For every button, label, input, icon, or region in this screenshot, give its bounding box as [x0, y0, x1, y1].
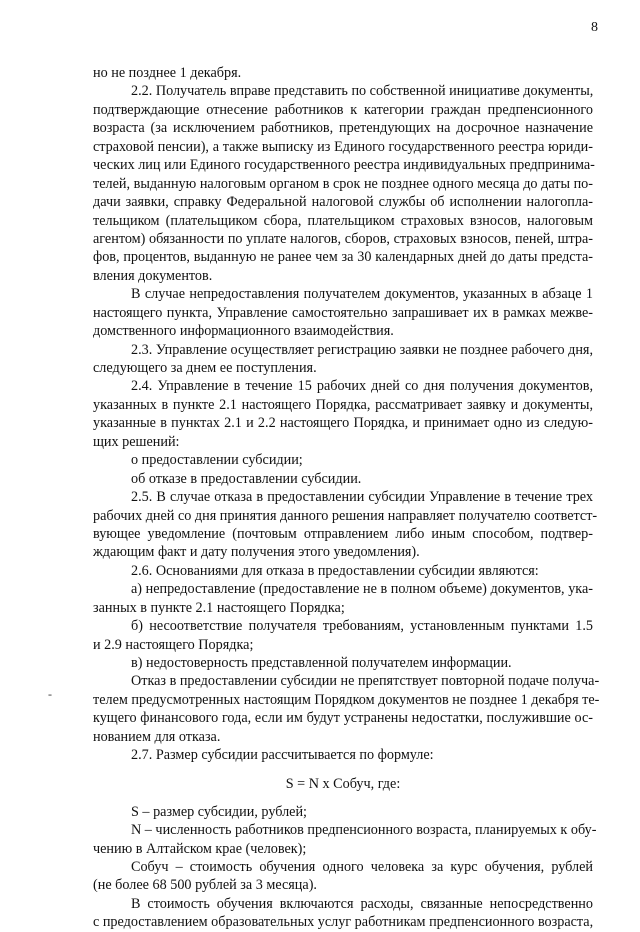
text-line: ческих лиц или Единого государственного реестра индивидуальных предпринима-	[93, 157, 595, 174]
text-line: но не позднее 1 декабря.	[93, 65, 242, 81]
text-line: тельщиком (плательщиком сбора, плательщиком страховых взносов, налоговым	[93, 212, 593, 229]
text-line: нованием для отказа.	[93, 728, 221, 745]
text-block-definitions	[93, 803, 597, 932]
text-line: подтверждающие отнесение работников к категории граждан предпенсионного	[93, 101, 593, 118]
text-line: б) несоответствие получателя требованиям, установленным пунктами 1.5	[131, 618, 593, 635]
text-line: занных в пункте 2.1 настоящего Порядка;	[93, 599, 345, 616]
text-line: рабочих дней со дня принятия данного решения направляет получателю соответст-	[93, 507, 598, 524]
text-line: страховой пенсии), а также выписку из Единого государственного реестра юриди-	[93, 138, 593, 155]
page-number: 8	[591, 20, 598, 35]
text-line: телем предусмотренных настоящим Порядком документов не позднее 1 декабря те-	[93, 691, 600, 708]
text-line: 2.4. Управление в течение 15 рабочих дней со дня получения документов,	[131, 378, 593, 395]
text-line: агентом) обязанности по уплате налогов, сборов, страховых взносов, пеней, штра-	[93, 230, 593, 247]
text-line: домственного информационного взаимодействия.	[93, 323, 394, 340]
text-line: В стоимость обучения включаются расходы, связанные непосредственно	[131, 895, 593, 912]
text-line: возраста (за исключением работников, претендующих на досрочное назначение	[93, 120, 593, 137]
text-line: кущего финансового года, если им будут устранены недостатки, послужившие ос-	[93, 710, 593, 727]
text-block-main	[93, 64, 600, 765]
text-line: фов, процентов, выданную не ранее чем за 30 календарных дней до даты предста-	[93, 249, 593, 266]
text-line: 2.2. Получатель вправе представить по собственной инициативе документы,	[131, 83, 594, 100]
text-line: 2.6. Основаниями для отказа в предоставлении субсидии являются:	[131, 562, 539, 579]
text-line: В случае непредоставления получателем документов, указанных в абзаце 1	[131, 286, 593, 303]
text-line: Cобуч – стоимость обучения одного человека за курс обучения, рублей	[131, 858, 593, 875]
text-line: вующее уведомление (почтовым отправлением либо иным способом, подтвер-	[93, 525, 593, 542]
text-line: 2.7. Размер субсидии рассчитывается по формуле:	[131, 747, 434, 764]
text-line: чению в Алтайском крае (человек);	[93, 840, 307, 857]
text-line: вления документов.	[93, 267, 213, 284]
text-line: телей, выданную налоговым органом в срок не позднее одного месяца до даты по-	[93, 175, 593, 192]
text-line: об отказе в предоставлении субсидии.	[131, 470, 362, 487]
text-line: Отказ в предоставлении субсидии не препятствует повторной подаче получа-	[131, 673, 600, 690]
text-line: щих решений:	[93, 433, 180, 450]
text-line: указанных в пункте 2.1 настоящего Порядка, рассматривает заявку и документы,	[93, 396, 593, 413]
text-line: указанные в пунктах 2.1 и 2.2 настоящего Порядка, и принимает одно из следую-	[93, 415, 593, 432]
text-line: ждающим факт и дату получения этого уведомления).	[93, 544, 420, 561]
text-line: и 2.9 настоящего Порядка;	[93, 636, 254, 653]
text-line: (не более 68 500 рублей за 3 месяца).	[93, 877, 317, 894]
text-line: о предоставлении субсидии;	[131, 452, 303, 469]
text-line: S – размер субсидии, рублей;	[131, 803, 307, 820]
margin-mark: -	[48, 687, 52, 701]
formula: S = N x Cобуч, где:	[285, 775, 401, 792]
text-line: N – численность работников предпенсионного возраста, планируемых к обу-	[131, 822, 597, 839]
text-line: следующего за днем ее поступления.	[93, 360, 317, 376]
text-line: 2.5. В случае отказа в предоставлении субсидии Управление в течение трех	[131, 489, 593, 506]
text-line: настоящего пункта, Управление самостоятельно запрашивает их в рамках межве-	[93, 304, 593, 321]
text-line: дачи заявки, справку Федеральной налоговой службы об исполнении налогопла-	[93, 194, 593, 211]
text-line: с предоставлением образовательных услуг работникам предпенсионного возраста,	[93, 914, 594, 931]
text-line: 2.3. Управление осуществляет регистрацию заявки не позднее рабочего дня,	[131, 341, 593, 358]
text-line: а) непредоставление (предоставление не в полном объеме) документов, ука-	[131, 581, 593, 598]
document-body	[93, 64, 600, 932]
text-line: в) недостоверность представленной получателем информации.	[131, 655, 512, 671]
